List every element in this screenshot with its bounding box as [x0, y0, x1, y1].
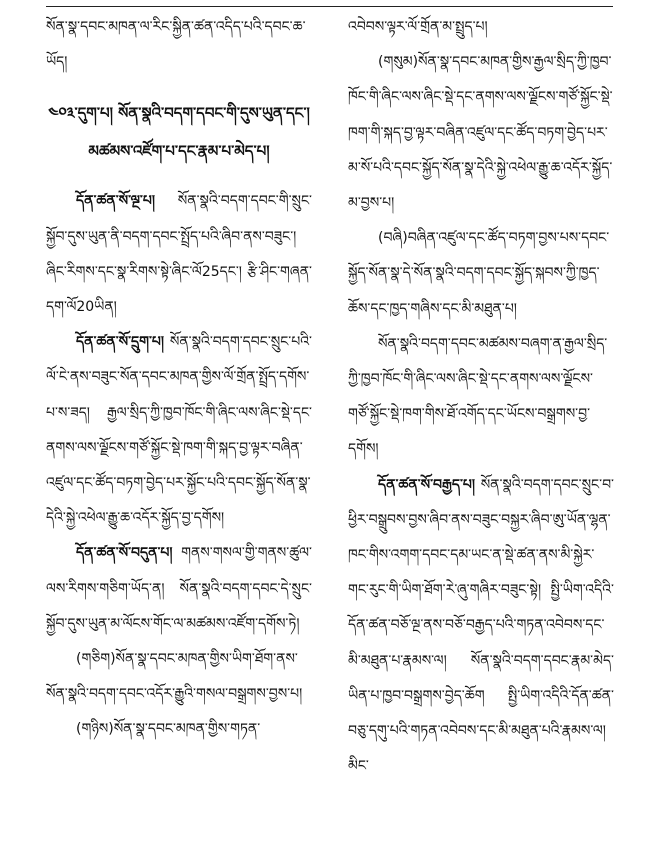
- list-item: (གཉིས)སོན་སྣ་དབང་མཁན་གྱིས་གཏན་: [76, 721, 261, 738]
- article-38: [348, 468, 614, 785]
- list-item: (གཅིག)སོན་སྣ་དབང་མཁན་གྱིས་ཡིག་ཐོག་ནས་སོན་སྣའི་བདག་དབང་འདོར་རྒྱུའི་གསལ་བསྒྲགས་བྱས་པ།: [46, 651, 303, 703]
- left-column: [46, 10, 312, 748]
- article-text: གནས་གསལ་གྱི་གནས་ཚུལ་ལས་རིགས་གཅིག་ཡོད་ན། སོན་སྣའི་བདག་དབང་དེ་སྲུང་སྐྱོབ་དུས་ཡུན་མ་ལོངས་གོང་ལ་མཚམས་འཛོག་དགོས་ཏེ།: [46, 545, 312, 632]
- top-rule: [46, 6, 613, 7]
- chapter-heading: ༤༠༣་དུག་པ། སོན་སྣའི་བདག་དབང་གི་དུས་ཡུན་དང་། མཚམས་འཛོག་པ་དང་རྣམ་པ་མེད་པ།: [48, 104, 310, 161]
- list-item: (བཞི)བཞིན་འཛུལ་དང་ཚོད་བཏག་བྱས་པས་དབང་སྐྱོད་སོན་སྣ་དེ་སོན་སྣའི་བདག་དབང་སྐྱོད་སྐབས་ཀྱི་ཁྱད་ཆོས་དང་ཁྱད་གཞིས་དང་མི་མཐུན་པ།: [348, 230, 610, 317]
- article-label: དོན་ཚན་སོ་བདུན་པ།: [76, 545, 173, 562]
- article-37: [46, 536, 312, 642]
- article-36: [46, 325, 312, 536]
- paragraph: འབེབས་ལྟར་ལོ་གྲོན་མ་སྤྲུད་པ།: [348, 19, 488, 35]
- paragraph: སོན་སྣའི་བདག་དབང་མཚམས་བཞག་ན་རྒྱལ་སྲིད་ཀྱི་ཁྱབ་ཁོང་གི་ཞིང་ལས་ཞིང་སྡེ་དང་ནགས་ལས་ལྗོངས་གཙོ་སྐྱོང་སྡེ་ཁག་གིས་ཐོ་འགོད་དང་ཡོངས་བསྒྲགས་བྱ་དགོས།: [348, 335, 608, 458]
- list-item: (གསུམ)སོན་སྣ་དབང་མཁན་གྱིས་རྒྱལ་སྲིད་ཀྱི་ཁྱབ་ཁོང་གི་ཞིང་ལས་ཞིང་སྡེ་དང་ནགས་ལས་ལྗོངས་གཙོ་སྐྱོང་སྡེ་ཁག་གི་སྐད་བྱ་ལྟར་བཞིན་འཛུལ་དང་ཚོད་བཏག་བྱེད་པར་མ་སོ་པའི་དབང་སྐྱོད་སོན་སྣ་དེའི་སྐྱེ་འཕེལ་རྒྱུ་ཆ་འདོར་སྐྱོད་མ་བྱས་པ།: [348, 54, 613, 212]
- article-label: དོན་ཚན་སོ་བརྒྱད་པ།: [378, 476, 475, 493]
- article-text: སོན་སྣའི་བདག་དབང་གི་སྲུང་སྐྱོབ་དུས་ཡུན་ནི་བདག་དབང་སྤྲོད་པའི་ཞིབ་ནས་བཟུང་། ཞིང་རིགས་དང་སྣ་རིགས་སྟེ་ཞིང་ལོ25དང་། རྩི་ཤིང་གཞན་དག་ལོ20ཡིན།: [46, 193, 312, 316]
- article-label: དོན་ཚན་སོ་ལྔ་པ།: [76, 193, 155, 210]
- article-35: [46, 184, 312, 325]
- paragraph: སོན་སྣ་དབང་མཁན་ལ་རིང་སྐྱིན་ཚན་འདིད་པའི་དབང་ཆ་ཡོད།: [46, 19, 306, 71]
- article-text: སོན་སྣའི་བདག་དབང་སྲུང་པའི་ལོ་ངེ་ནས་བཟུང་སོན་དབང་མཁན་གྱིས་ལོ་གྲོན་སྤྲོད་དགོས་པ་ས་ཟད། རྒྱལ་སྲིད་ཀྱི་ཁྱབ་ཁོང་གི་ཞིང་ལས་ཞིང་སྡེ་དང་ནགས་ལས་ལྗོངས་གཙོ་སྐྱོང་སྡེ་ཁག་གི་སྐད་བྱ་ལྟར་བཞིན་འཛུལ་དང་ཚོད་བཏག་བྱེད་པར་སྐྱོང་པའི་དབང་སྐྱོད་སོན་སྣ་དེའི་སྐྱེ་འཕེལ་རྒྱུ་ཆ་འདོར་སྐྱོད་བྱ་དགོས།: [46, 334, 312, 527]
- article-text: སོན་སྣའི་བདག་དབང་སྲུང་བ་ཕྱིར་བསྒྲུབས་བྱས་ཞིབ་ནས་བཟུང་བསྐྱར་ཞིབ་ཨུ་ཡོན་ལྷན་ཁང་གིས་འགག་དབང་དམ་ཡང་ན་སྡེ་ཚན་ནས་མི་སྐྱེར་གང་རུང་གི་ཡིག་ཐོག་རེ་ཞུ་གཞིར་བཟུང་སྟེ། སྤྱི་ཡིག་འདིའི་དོན་ཚན་བཅོ་ལྔ་ནས་བཅོ་བརྒྱད་པའི་གཏན་འབེབས་དང་མི་མཐུན་པ་རྣམས་ལ། སོན་སྣའི་བདག་དབང་རྣམ་མེད་ཡིན་པ་ཁྱབ་བསྒྲགས་བྱེད་ཆོག སྤྱི་ཡིག་འདིའི་དོན་ཚན་བཅུ་དགུ་པའི་གཏན་འབེབས་དང་མི་མཐུན་པའི་རྣམས་ལ། མིང་: [348, 476, 614, 775]
- article-label: དོན་ཚན་སོ་དྲུག་པ།: [76, 334, 165, 351]
- right-column: [348, 10, 614, 784]
